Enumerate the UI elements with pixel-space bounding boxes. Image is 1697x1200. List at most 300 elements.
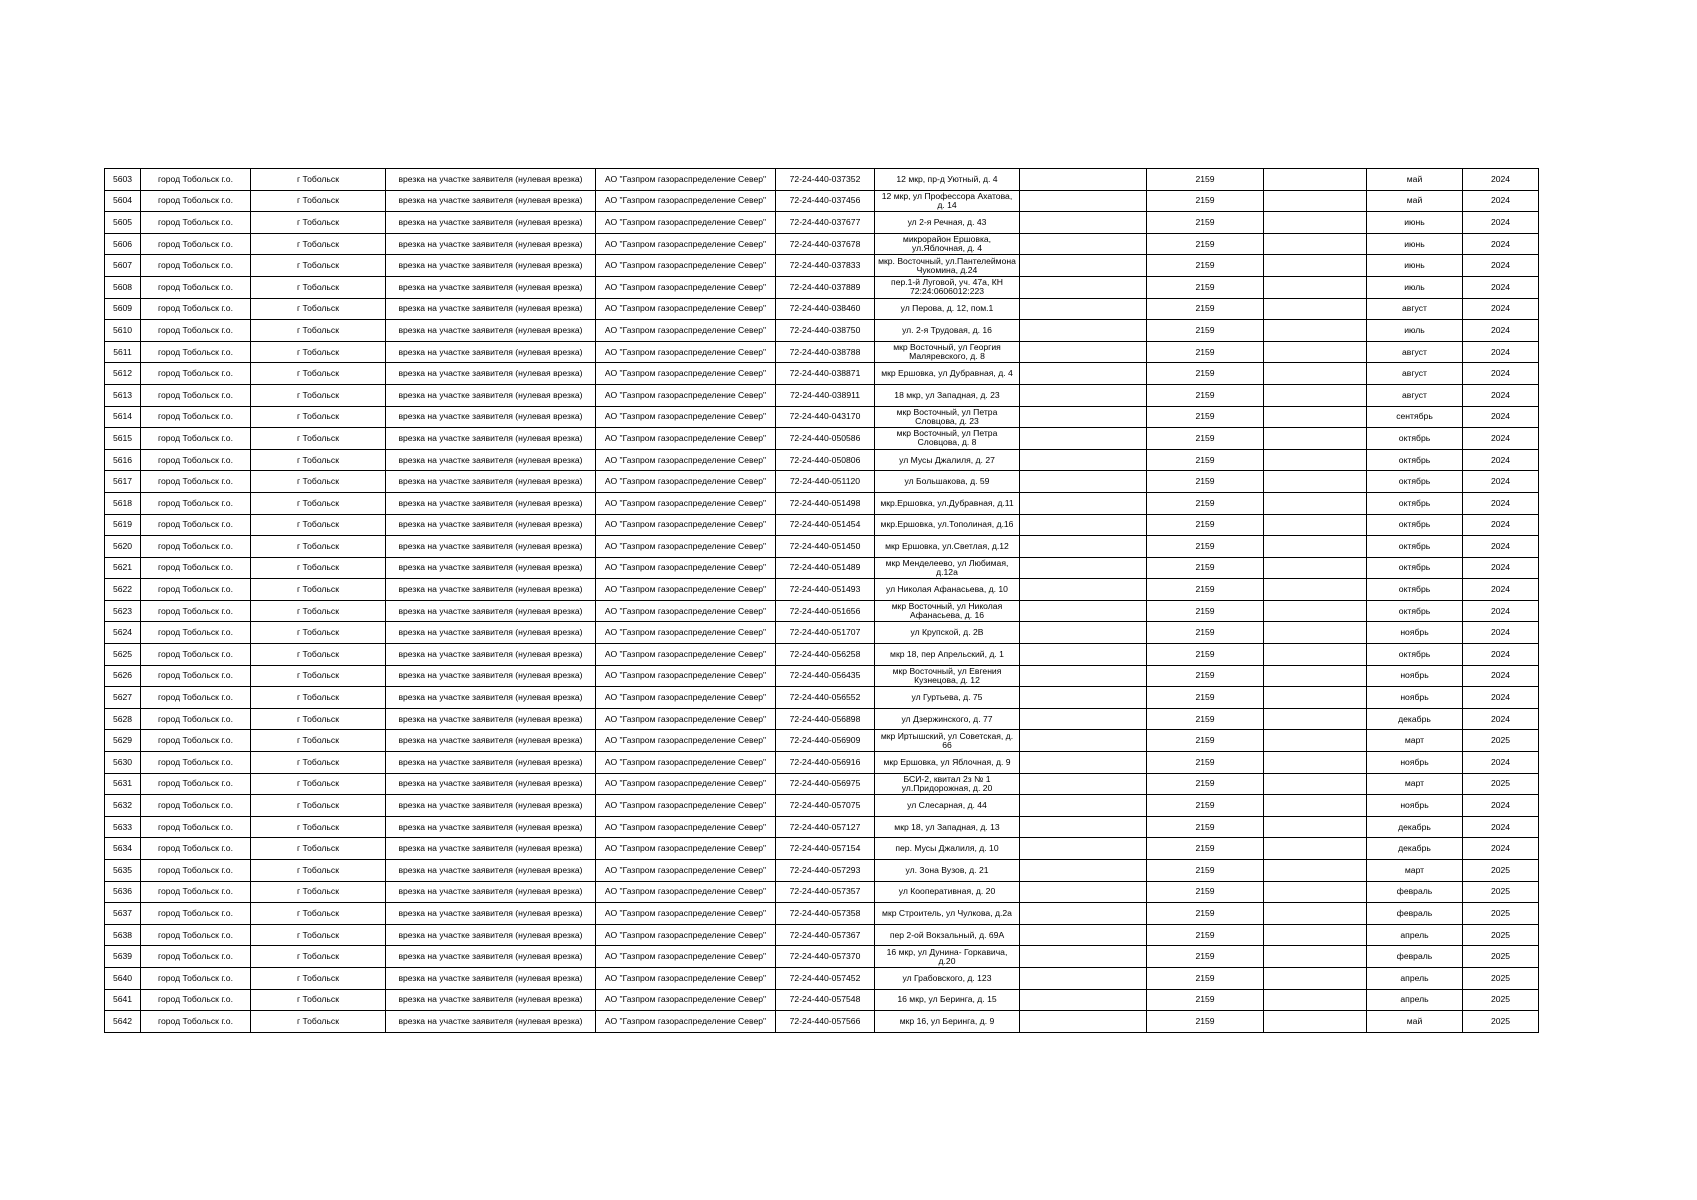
cell-amount: 2159 bbox=[1147, 752, 1264, 774]
cell-empty-column bbox=[1020, 795, 1147, 817]
cell-empty-column-2 bbox=[1264, 255, 1367, 277]
cell-empty-column bbox=[1020, 665, 1147, 687]
cell-month: октябрь bbox=[1367, 557, 1463, 579]
cell-amount: 2159 bbox=[1147, 233, 1264, 255]
cell-empty-column bbox=[1020, 860, 1147, 882]
cell-settlement: г Тобольск bbox=[251, 644, 386, 666]
cell-amount: 2159 bbox=[1147, 298, 1264, 320]
cell-amount: 2159 bbox=[1147, 579, 1264, 601]
cell-address: ул Слесарная, д. 44 bbox=[875, 795, 1020, 817]
cell-application-number: 72-24-440-057127 bbox=[776, 816, 875, 838]
cell-empty-column bbox=[1020, 579, 1147, 601]
cell-address: ул Дзержинского, д. 77 bbox=[875, 708, 1020, 730]
cell-empty-column bbox=[1020, 169, 1147, 191]
cell-organization: АО "Газпром газораспределение Север" bbox=[596, 903, 776, 925]
table-row bbox=[105, 363, 1539, 385]
cell-organization: АО "Газпром газораспределение Север" bbox=[596, 341, 776, 363]
cell-settlement: г Тобольск bbox=[251, 169, 386, 191]
table-row bbox=[105, 600, 1539, 622]
cell-application-number: 72-24-440-056552 bbox=[776, 687, 875, 709]
cell-organization: АО "Газпром газораспределение Север" bbox=[596, 557, 776, 579]
cell-row-number: 5629 bbox=[105, 730, 141, 752]
cell-empty-column bbox=[1020, 967, 1147, 989]
cell-amount: 2159 bbox=[1147, 169, 1264, 191]
cell-application-number: 72-24-440-050586 bbox=[776, 428, 875, 450]
cell-year: 2024 bbox=[1463, 687, 1539, 709]
cell-address: БСИ-2, квитал 2з № 1 ул.Придорожная, д. 20 bbox=[875, 773, 1020, 795]
cell-connection-type: врезка на участке заявителя (нулевая врезка) bbox=[386, 190, 596, 212]
cell-empty-column-2 bbox=[1264, 860, 1367, 882]
cell-year: 2024 bbox=[1463, 233, 1539, 255]
table-row bbox=[105, 881, 1539, 903]
cell-empty-column bbox=[1020, 190, 1147, 212]
cell-year: 2024 bbox=[1463, 536, 1539, 558]
cell-municipality: город Тобольск г.о. bbox=[141, 665, 251, 687]
cell-year: 2025 bbox=[1463, 730, 1539, 752]
cell-month: май bbox=[1367, 190, 1463, 212]
cell-settlement: г Тобольск bbox=[251, 298, 386, 320]
cell-empty-column-2 bbox=[1264, 190, 1367, 212]
cell-organization: АО "Газпром газораспределение Север" bbox=[596, 471, 776, 493]
cell-application-number: 72-24-440-037833 bbox=[776, 255, 875, 277]
cell-connection-type: врезка на участке заявителя (нулевая врезка) bbox=[386, 514, 596, 536]
cell-row-number: 5606 bbox=[105, 233, 141, 255]
cell-application-number: 72-24-440-057075 bbox=[776, 795, 875, 817]
cell-year: 2024 bbox=[1463, 212, 1539, 234]
cell-organization: АО "Газпром газораспределение Север" bbox=[596, 1011, 776, 1033]
cell-row-number: 5623 bbox=[105, 600, 141, 622]
table-row bbox=[105, 730, 1539, 752]
cell-empty-column-2 bbox=[1264, 644, 1367, 666]
cell-month: октябрь bbox=[1367, 492, 1463, 514]
cell-connection-type: врезка на участке заявителя (нулевая врезка) bbox=[386, 924, 596, 946]
cell-application-number: 72-24-440-038911 bbox=[776, 384, 875, 406]
cell-organization: АО "Газпром газораспределение Север" bbox=[596, 752, 776, 774]
cell-municipality: город Тобольск г.о. bbox=[141, 816, 251, 838]
cell-settlement: г Тобольск bbox=[251, 514, 386, 536]
cell-row-number: 5621 bbox=[105, 557, 141, 579]
cell-year: 2025 bbox=[1463, 967, 1539, 989]
table-body bbox=[105, 169, 1539, 1033]
cell-month: ноябрь bbox=[1367, 622, 1463, 644]
cell-amount: 2159 bbox=[1147, 946, 1264, 968]
cell-address: мкр. Восточный, ул.Пантелеймона Чукомина, д.24 bbox=[875, 255, 1020, 277]
cell-row-number: 5622 bbox=[105, 579, 141, 601]
cell-settlement: г Тобольск bbox=[251, 233, 386, 255]
cell-organization: АО "Газпром газораспределение Север" bbox=[596, 492, 776, 514]
cell-organization: АО "Газпром газораспределение Север" bbox=[596, 298, 776, 320]
cell-row-number: 5638 bbox=[105, 924, 141, 946]
cell-connection-type: врезка на участке заявителя (нулевая врезка) bbox=[386, 600, 596, 622]
cell-settlement: г Тобольск bbox=[251, 579, 386, 601]
cell-empty-column bbox=[1020, 514, 1147, 536]
cell-row-number: 5636 bbox=[105, 881, 141, 903]
cell-settlement: г Тобольск bbox=[251, 600, 386, 622]
cell-year: 2025 bbox=[1463, 903, 1539, 925]
cell-empty-column bbox=[1020, 773, 1147, 795]
table-row bbox=[105, 773, 1539, 795]
cell-connection-type: врезка на участке заявителя (нулевая врезка) bbox=[386, 816, 596, 838]
cell-empty-column bbox=[1020, 384, 1147, 406]
cell-month: август bbox=[1367, 363, 1463, 385]
cell-year: 2025 bbox=[1463, 946, 1539, 968]
cell-empty-column-2 bbox=[1264, 903, 1367, 925]
cell-connection-type: врезка на участке заявителя (нулевая врезка) bbox=[386, 881, 596, 903]
cell-connection-type: врезка на участке заявителя (нулевая врезка) bbox=[386, 169, 596, 191]
cell-settlement: г Тобольск bbox=[251, 752, 386, 774]
cell-application-number: 72-24-440-038460 bbox=[776, 298, 875, 320]
cell-row-number: 5613 bbox=[105, 384, 141, 406]
cell-organization: АО "Газпром газораспределение Север" bbox=[596, 169, 776, 191]
cell-settlement: г Тобольск bbox=[251, 795, 386, 817]
cell-empty-column bbox=[1020, 341, 1147, 363]
cell-organization: АО "Газпром газораспределение Север" bbox=[596, 967, 776, 989]
cell-empty-column bbox=[1020, 298, 1147, 320]
cell-row-number: 5620 bbox=[105, 536, 141, 558]
cell-empty-column-2 bbox=[1264, 881, 1367, 903]
cell-year: 2024 bbox=[1463, 665, 1539, 687]
cell-row-number: 5642 bbox=[105, 1011, 141, 1033]
cell-amount: 2159 bbox=[1147, 320, 1264, 342]
cell-month: декабрь bbox=[1367, 816, 1463, 838]
cell-year: 2025 bbox=[1463, 773, 1539, 795]
cell-amount: 2159 bbox=[1147, 255, 1264, 277]
cell-address: ул Мусы Джалиля, д. 27 bbox=[875, 449, 1020, 471]
cell-connection-type: врезка на участке заявителя (нулевая врезка) bbox=[386, 298, 596, 320]
cell-connection-type: врезка на участке заявителя (нулевая врезка) bbox=[386, 838, 596, 860]
cell-organization: АО "Газпром газораспределение Север" bbox=[596, 881, 776, 903]
cell-month: декабрь bbox=[1367, 838, 1463, 860]
cell-row-number: 5604 bbox=[105, 190, 141, 212]
cell-month: август bbox=[1367, 341, 1463, 363]
cell-application-number: 72-24-440-051450 bbox=[776, 536, 875, 558]
cell-empty-column-2 bbox=[1264, 233, 1367, 255]
cell-amount: 2159 bbox=[1147, 190, 1264, 212]
cell-amount: 2159 bbox=[1147, 341, 1264, 363]
connections-table bbox=[104, 168, 1539, 1033]
cell-organization: АО "Газпром газораспределение Север" bbox=[596, 384, 776, 406]
cell-organization: АО "Газпром газораспределение Север" bbox=[596, 622, 776, 644]
cell-address: ул Кооперативная, д. 20 bbox=[875, 881, 1020, 903]
cell-month: февраль bbox=[1367, 903, 1463, 925]
cell-connection-type: врезка на участке заявителя (нулевая врезка) bbox=[386, 903, 596, 925]
cell-row-number: 5616 bbox=[105, 449, 141, 471]
cell-municipality: город Тобольск г.о. bbox=[141, 924, 251, 946]
cell-empty-column bbox=[1020, 708, 1147, 730]
cell-municipality: город Тобольск г.о. bbox=[141, 255, 251, 277]
cell-month: ноябрь bbox=[1367, 795, 1463, 817]
cell-connection-type: врезка на участке заявителя (нулевая врезка) bbox=[386, 255, 596, 277]
cell-empty-column-2 bbox=[1264, 708, 1367, 730]
cell-connection-type: врезка на участке заявителя (нулевая врезка) bbox=[386, 406, 596, 428]
cell-connection-type: врезка на участке заявителя (нулевая врезка) bbox=[386, 320, 596, 342]
cell-empty-column bbox=[1020, 989, 1147, 1011]
cell-municipality: город Тобольск г.о. bbox=[141, 730, 251, 752]
cell-row-number: 5625 bbox=[105, 644, 141, 666]
cell-settlement: г Тобольск bbox=[251, 881, 386, 903]
cell-empty-column-2 bbox=[1264, 212, 1367, 234]
cell-month: февраль bbox=[1367, 946, 1463, 968]
cell-connection-type: врезка на участке заявителя (нулевая врезка) bbox=[386, 708, 596, 730]
cell-settlement: г Тобольск bbox=[251, 255, 386, 277]
cell-organization: АО "Газпром газораспределение Север" bbox=[596, 708, 776, 730]
cell-address: мкр Восточный, ул Георгия Маляревского, д. 8 bbox=[875, 341, 1020, 363]
cell-organization: АО "Газпром газораспределение Север" bbox=[596, 795, 776, 817]
cell-month: ноябрь bbox=[1367, 665, 1463, 687]
table-row bbox=[105, 514, 1539, 536]
table-row bbox=[105, 622, 1539, 644]
table-row bbox=[105, 579, 1539, 601]
cell-application-number: 72-24-440-037456 bbox=[776, 190, 875, 212]
cell-address: мкр Восточный, ул Петра Словцова, д. 23 bbox=[875, 406, 1020, 428]
table-row bbox=[105, 708, 1539, 730]
cell-row-number: 5605 bbox=[105, 212, 141, 234]
table-row bbox=[105, 298, 1539, 320]
cell-organization: АО "Газпром газораспределение Север" bbox=[596, 687, 776, 709]
cell-organization: АО "Газпром газораспределение Север" bbox=[596, 320, 776, 342]
cell-year: 2024 bbox=[1463, 644, 1539, 666]
cell-year: 2025 bbox=[1463, 881, 1539, 903]
cell-year: 2024 bbox=[1463, 298, 1539, 320]
cell-empty-column bbox=[1020, 730, 1147, 752]
cell-municipality: город Тобольск г.о. bbox=[141, 579, 251, 601]
cell-municipality: город Тобольск г.о. bbox=[141, 276, 251, 298]
cell-organization: АО "Газпром газораспределение Север" bbox=[596, 276, 776, 298]
cell-empty-column-2 bbox=[1264, 924, 1367, 946]
table-row bbox=[105, 989, 1539, 1011]
cell-settlement: г Тобольск bbox=[251, 838, 386, 860]
cell-row-number: 5641 bbox=[105, 989, 141, 1011]
table-row bbox=[105, 924, 1539, 946]
cell-year: 2024 bbox=[1463, 708, 1539, 730]
cell-settlement: г Тобольск bbox=[251, 622, 386, 644]
cell-amount: 2159 bbox=[1147, 903, 1264, 925]
cell-empty-column bbox=[1020, 946, 1147, 968]
cell-settlement: г Тобольск bbox=[251, 212, 386, 234]
cell-row-number: 5610 bbox=[105, 320, 141, 342]
cell-settlement: г Тобольск bbox=[251, 687, 386, 709]
cell-organization: АО "Газпром газораспределение Север" bbox=[596, 255, 776, 277]
cell-amount: 2159 bbox=[1147, 600, 1264, 622]
cell-settlement: г Тобольск bbox=[251, 190, 386, 212]
cell-municipality: город Тобольск г.о. bbox=[141, 406, 251, 428]
table-row bbox=[105, 341, 1539, 363]
cell-address: 12 мкр, пр-д Уютный, д. 4 bbox=[875, 169, 1020, 191]
cell-row-number: 5618 bbox=[105, 492, 141, 514]
cell-settlement: г Тобольск bbox=[251, 536, 386, 558]
table-row bbox=[105, 967, 1539, 989]
cell-settlement: г Тобольск bbox=[251, 967, 386, 989]
cell-empty-column-2 bbox=[1264, 838, 1367, 860]
table-row bbox=[105, 752, 1539, 774]
cell-empty-column-2 bbox=[1264, 773, 1367, 795]
cell-amount: 2159 bbox=[1147, 773, 1264, 795]
cell-empty-column-2 bbox=[1264, 967, 1367, 989]
cell-municipality: город Тобольск г.о. bbox=[141, 600, 251, 622]
table-row bbox=[105, 320, 1539, 342]
cell-municipality: город Тобольск г.о. bbox=[141, 795, 251, 817]
cell-settlement: г Тобольск bbox=[251, 363, 386, 385]
cell-month: октябрь bbox=[1367, 579, 1463, 601]
cell-row-number: 5603 bbox=[105, 169, 141, 191]
cell-empty-column bbox=[1020, 536, 1147, 558]
cell-empty-column-2 bbox=[1264, 449, 1367, 471]
cell-year: 2025 bbox=[1463, 860, 1539, 882]
cell-empty-column-2 bbox=[1264, 1011, 1367, 1033]
cell-application-number: 72-24-440-057548 bbox=[776, 989, 875, 1011]
cell-row-number: 5611 bbox=[105, 341, 141, 363]
cell-municipality: город Тобольск г.о. bbox=[141, 449, 251, 471]
cell-settlement: г Тобольск bbox=[251, 816, 386, 838]
cell-settlement: г Тобольск bbox=[251, 492, 386, 514]
cell-year: 2024 bbox=[1463, 816, 1539, 838]
cell-connection-type: врезка на участке заявителя (нулевая врезка) bbox=[386, 212, 596, 234]
cell-settlement: г Тобольск bbox=[251, 773, 386, 795]
cell-municipality: город Тобольск г.о. bbox=[141, 708, 251, 730]
cell-address: ул Крупской, д. 2В bbox=[875, 622, 1020, 644]
cell-row-number: 5624 bbox=[105, 622, 141, 644]
cell-row-number: 5631 bbox=[105, 773, 141, 795]
cell-address: пер.1-й Луговой, уч. 47а, КН 72:24:0606012:223 bbox=[875, 276, 1020, 298]
cell-year: 2024 bbox=[1463, 622, 1539, 644]
cell-amount: 2159 bbox=[1147, 514, 1264, 536]
cell-connection-type: врезка на участке заявителя (нулевая врезка) bbox=[386, 384, 596, 406]
cell-application-number: 72-24-440-056435 bbox=[776, 665, 875, 687]
cell-application-number: 72-24-440-056909 bbox=[776, 730, 875, 752]
cell-settlement: г Тобольск bbox=[251, 406, 386, 428]
cell-year: 2024 bbox=[1463, 795, 1539, 817]
cell-organization: АО "Газпром газораспределение Север" bbox=[596, 600, 776, 622]
cell-settlement: г Тобольск bbox=[251, 989, 386, 1011]
cell-row-number: 5609 bbox=[105, 298, 141, 320]
cell-address: микрорайон Ершовка, ул.Яблочная, д. 4 bbox=[875, 233, 1020, 255]
table-row bbox=[105, 536, 1539, 558]
cell-amount: 2159 bbox=[1147, 428, 1264, 450]
cell-connection-type: врезка на участке заявителя (нулевая врезка) bbox=[386, 449, 596, 471]
table-row bbox=[105, 276, 1539, 298]
cell-application-number: 72-24-440-038788 bbox=[776, 341, 875, 363]
cell-amount: 2159 bbox=[1147, 449, 1264, 471]
cell-connection-type: врезка на участке заявителя (нулевая врезка) bbox=[386, 730, 596, 752]
cell-municipality: город Тобольск г.о. bbox=[141, 320, 251, 342]
cell-month: октябрь bbox=[1367, 536, 1463, 558]
cell-empty-column bbox=[1020, 320, 1147, 342]
cell-address: мкр Восточный, ул Петра Словцова, д. 8 bbox=[875, 428, 1020, 450]
table-row bbox=[105, 255, 1539, 277]
cell-connection-type: врезка на участке заявителя (нулевая врезка) bbox=[386, 233, 596, 255]
cell-month: май bbox=[1367, 1011, 1463, 1033]
cell-address: ул Перова, д. 12, пом.1 bbox=[875, 298, 1020, 320]
cell-connection-type: врезка на участке заявителя (нулевая врезка) bbox=[386, 946, 596, 968]
cell-application-number: 72-24-440-056898 bbox=[776, 708, 875, 730]
cell-amount: 2159 bbox=[1147, 860, 1264, 882]
cell-empty-column bbox=[1020, 838, 1147, 860]
cell-connection-type: врезка на участке заявителя (нулевая врезка) bbox=[386, 276, 596, 298]
cell-empty-column bbox=[1020, 233, 1147, 255]
cell-empty-column-2 bbox=[1264, 579, 1367, 601]
cell-organization: АО "Газпром газораспределение Север" bbox=[596, 514, 776, 536]
cell-empty-column bbox=[1020, 752, 1147, 774]
cell-municipality: город Тобольск г.о. bbox=[141, 838, 251, 860]
cell-connection-type: врезка на участке заявителя (нулевая врезка) bbox=[386, 665, 596, 687]
cell-year: 2024 bbox=[1463, 600, 1539, 622]
cell-amount: 2159 bbox=[1147, 687, 1264, 709]
cell-amount: 2159 bbox=[1147, 406, 1264, 428]
cell-connection-type: врезка на участке заявителя (нулевая врезка) bbox=[386, 1011, 596, 1033]
cell-municipality: город Тобольск г.о. bbox=[141, 492, 251, 514]
cell-month: июль bbox=[1367, 276, 1463, 298]
cell-row-number: 5639 bbox=[105, 946, 141, 968]
cell-row-number: 5615 bbox=[105, 428, 141, 450]
cell-amount: 2159 bbox=[1147, 1011, 1264, 1033]
cell-organization: АО "Газпром газораспределение Север" bbox=[596, 212, 776, 234]
cell-application-number: 72-24-440-056258 bbox=[776, 644, 875, 666]
cell-address: ул. Зона Вузов, д. 21 bbox=[875, 860, 1020, 882]
cell-row-number: 5617 bbox=[105, 471, 141, 493]
cell-empty-column bbox=[1020, 644, 1147, 666]
cell-organization: АО "Газпром газораспределение Север" bbox=[596, 428, 776, 450]
cell-settlement: г Тобольск bbox=[251, 708, 386, 730]
cell-year: 2024 bbox=[1463, 428, 1539, 450]
cell-year: 2024 bbox=[1463, 255, 1539, 277]
cell-year: 2025 bbox=[1463, 1011, 1539, 1033]
cell-municipality: город Тобольск г.о. bbox=[141, 363, 251, 385]
cell-empty-column-2 bbox=[1264, 665, 1367, 687]
cell-organization: АО "Газпром газораспределение Север" bbox=[596, 773, 776, 795]
cell-month: май bbox=[1367, 169, 1463, 191]
cell-application-number: 72-24-440-051707 bbox=[776, 622, 875, 644]
cell-year: 2024 bbox=[1463, 838, 1539, 860]
cell-empty-column-2 bbox=[1264, 428, 1367, 450]
cell-empty-column bbox=[1020, 622, 1147, 644]
cell-empty-column bbox=[1020, 449, 1147, 471]
cell-month: июнь bbox=[1367, 212, 1463, 234]
table-row bbox=[105, 557, 1539, 579]
cell-empty-column bbox=[1020, 924, 1147, 946]
table-row bbox=[105, 816, 1539, 838]
cell-month: апрель bbox=[1367, 989, 1463, 1011]
cell-address: мкр Ершовка, ул Дубравная, д. 4 bbox=[875, 363, 1020, 385]
cell-address: ул Гуртьева, д. 75 bbox=[875, 687, 1020, 709]
cell-empty-column bbox=[1020, 255, 1147, 277]
cell-connection-type: врезка на участке заявителя (нулевая врезка) bbox=[386, 860, 596, 882]
cell-organization: АО "Газпром газораспределение Север" bbox=[596, 406, 776, 428]
cell-empty-column-2 bbox=[1264, 341, 1367, 363]
cell-empty-column-2 bbox=[1264, 320, 1367, 342]
table-row bbox=[105, 190, 1539, 212]
cell-settlement: г Тобольск bbox=[251, 860, 386, 882]
cell-application-number: 72-24-440-037889 bbox=[776, 276, 875, 298]
cell-address: 18 мкр, ул Западная, д. 23 bbox=[875, 384, 1020, 406]
cell-municipality: город Тобольск г.о. bbox=[141, 169, 251, 191]
cell-month: июль bbox=[1367, 320, 1463, 342]
cell-settlement: г Тобольск bbox=[251, 471, 386, 493]
cell-year: 2024 bbox=[1463, 320, 1539, 342]
cell-month: август bbox=[1367, 298, 1463, 320]
cell-empty-column bbox=[1020, 1011, 1147, 1033]
cell-address: ул 2-я Речная, д. 43 bbox=[875, 212, 1020, 234]
cell-year: 2024 bbox=[1463, 449, 1539, 471]
cell-empty-column bbox=[1020, 276, 1147, 298]
table-row bbox=[105, 946, 1539, 968]
cell-address: 16 мкр, ул Беринга, д. 15 bbox=[875, 989, 1020, 1011]
cell-address: пер 2-ой Вокзальный, д. 69А bbox=[875, 924, 1020, 946]
table-row bbox=[105, 384, 1539, 406]
cell-connection-type: врезка на участке заявителя (нулевая врезка) bbox=[386, 428, 596, 450]
cell-empty-column-2 bbox=[1264, 471, 1367, 493]
cell-amount: 2159 bbox=[1147, 967, 1264, 989]
cell-empty-column-2 bbox=[1264, 557, 1367, 579]
